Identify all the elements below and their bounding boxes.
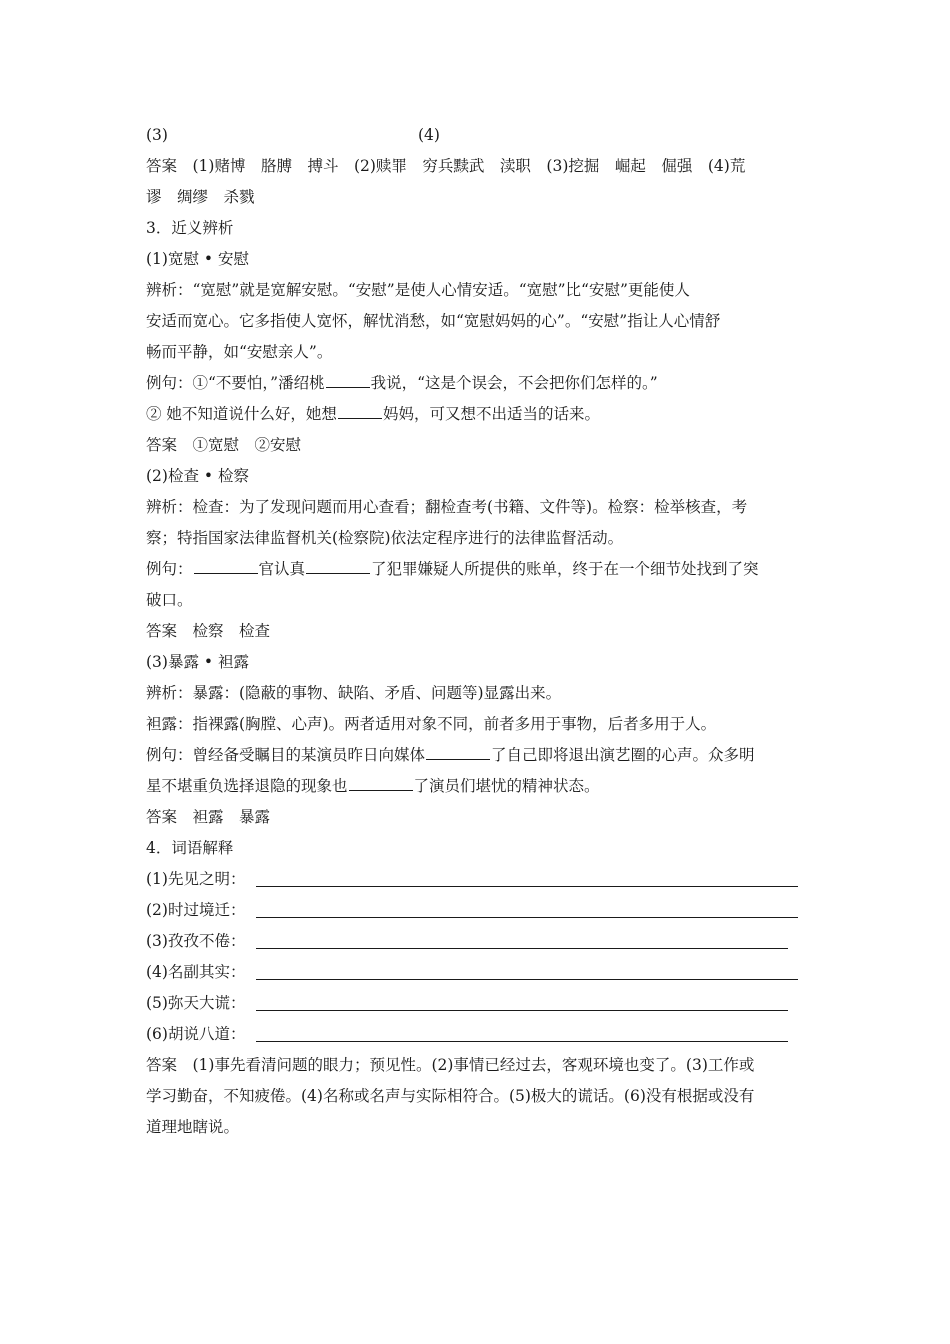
- answer-1-line-1: 答案 (1)赌博 胳膊 搏斗 (2)赎罪 穷兵黩武 渎职 (3)挖掘 崛起 倔强 (4)荒: [146, 157, 746, 175]
- p1-example-1: [146, 368, 810, 399]
- p1-example-2-a: ② 她不知道说什么好，她想: [146, 405, 337, 423]
- p3-analysis-line-2: 袒露：指裸露(胸膛、心声)。两者适用对象不同，前者多用于事物，后者多用于人。: [146, 715, 717, 733]
- p2-example-c: 了犯罪嫌疑人所提供的账单，终于在一个细节处找到了突: [371, 560, 759, 578]
- p1-analysis-line-1: 辨析：“宽慰”就是宽解安慰。“安慰”是使人心情安适。“宽慰”比“安慰”更能使人: [146, 281, 690, 299]
- section-4-answer-line-3: 道理地瞎说。: [146, 1118, 240, 1136]
- p3-example-line-2: [146, 771, 810, 802]
- answer-line[interactable]: [256, 917, 798, 918]
- p2-example-a: 例句：: [146, 560, 193, 578]
- p2-analysis-line-2: 察；特指国家法律监督机关(检察院)依法定程序进行的法律监督活动。: [146, 529, 624, 547]
- p3-example-c: 星不堪重负选择退隐的现象也: [146, 777, 348, 795]
- term-3-row: [146, 926, 810, 957]
- answer-line[interactable]: [256, 886, 798, 887]
- section-3-heading: 3．近义辨析: [146, 219, 234, 237]
- top-item-row: [146, 120, 810, 151]
- p2-analysis-line-1: 辨析：检查：为了发现问题而用心查看；翻检查考(书籍、文件等)。检察：检举核查，考: [146, 498, 748, 516]
- p2-title: (2)检查 • 检察: [146, 467, 249, 485]
- answer-1-line-2: 谬 绸缪 杀戮: [146, 188, 255, 206]
- p1-example-1-b: 我说，“这是个误会，不会把你们怎样的。”: [370, 374, 658, 392]
- p3-example-b: 了自己即将退出演艺圈的心声。众多明: [491, 746, 755, 764]
- p3-example-a: 例句：曾经备受瞩目的某演员昨日向媒体: [146, 746, 426, 764]
- item-4-label: (4): [418, 126, 440, 144]
- p3-example-line-1: [146, 740, 810, 771]
- term-6-row: [146, 1019, 810, 1050]
- document-page: [146, 120, 810, 1143]
- term-1-label: (1)先见之明：: [146, 870, 246, 888]
- term-5-row: [146, 988, 810, 1019]
- term-6-label: (6)胡说八道：: [146, 1025, 246, 1043]
- answer-line[interactable]: [256, 948, 788, 949]
- p3-example-d: 了演员们堪忧的精神状态。: [413, 777, 600, 795]
- p2-answer: 答案 检察 检查: [146, 622, 271, 640]
- section-4-answer-line-1: 答案 (1)事先看清问题的眼力；预见性。(2)事情已经过去，客观环境也变了。(3)工作或: [146, 1056, 755, 1074]
- p2-example-b: 官认真: [258, 560, 306, 578]
- item-3-label: (3): [146, 126, 168, 144]
- fill-blank[interactable]: [426, 743, 490, 760]
- p1-example-2-b: 妈妈，可又想不出适当的话来。: [382, 405, 600, 423]
- term-3-label: (3)孜孜不倦：: [146, 932, 246, 950]
- answer-line[interactable]: [256, 979, 798, 980]
- p3-answer: 答案 袒露 暴露: [146, 808, 271, 826]
- p3-analysis-line-1: 辨析：暴露：(隐蔽的事物、缺陷、矛盾、问题等)显露出来。: [146, 684, 562, 702]
- p1-example-1-a: 例句：①“不要怕，”潘绍桃: [146, 374, 325, 392]
- section-4-answer-line-2: 学习勤奋，不知疲倦。(4)名称或名声与实际相符合。(5)极大的谎话。(6)没有根据或没有: [146, 1087, 755, 1105]
- term-2-row: [146, 895, 810, 926]
- fill-blank[interactable]: [326, 371, 370, 388]
- term-4-row: [146, 957, 810, 988]
- p1-analysis-line-2: 安适而宽心。它多指使人宽怀，解忧消愁，如“宽慰妈妈的心”。“安慰”指让人心情舒: [146, 312, 721, 330]
- p3-title: (3)暴露 • 袒露: [146, 653, 249, 671]
- p1-title: (1)宽慰 • 安慰: [146, 250, 249, 268]
- term-5-label: (5)弥天大谎：: [146, 994, 246, 1012]
- fill-blank[interactable]: [349, 774, 413, 791]
- fill-blank[interactable]: [338, 402, 382, 419]
- term-4-label: (4)名副其实：: [146, 963, 246, 981]
- fill-blank[interactable]: [306, 557, 370, 574]
- p1-example-2: [146, 399, 810, 430]
- answer-line[interactable]: [256, 1041, 788, 1042]
- p1-analysis-line-3: 畅而平静，如“安慰亲人”。: [146, 343, 333, 361]
- fill-blank[interactable]: [194, 557, 258, 574]
- term-1-row: [146, 864, 810, 895]
- p1-answer: 答案 ①宽慰 ②安慰: [146, 436, 302, 454]
- p2-example-line-2: 破口。: [146, 591, 193, 609]
- section-4-heading: 4．词语解释: [146, 839, 234, 857]
- term-2-label: (2)时过境迁：: [146, 901, 246, 919]
- p2-example: [146, 554, 810, 585]
- answer-line[interactable]: [256, 1010, 788, 1011]
